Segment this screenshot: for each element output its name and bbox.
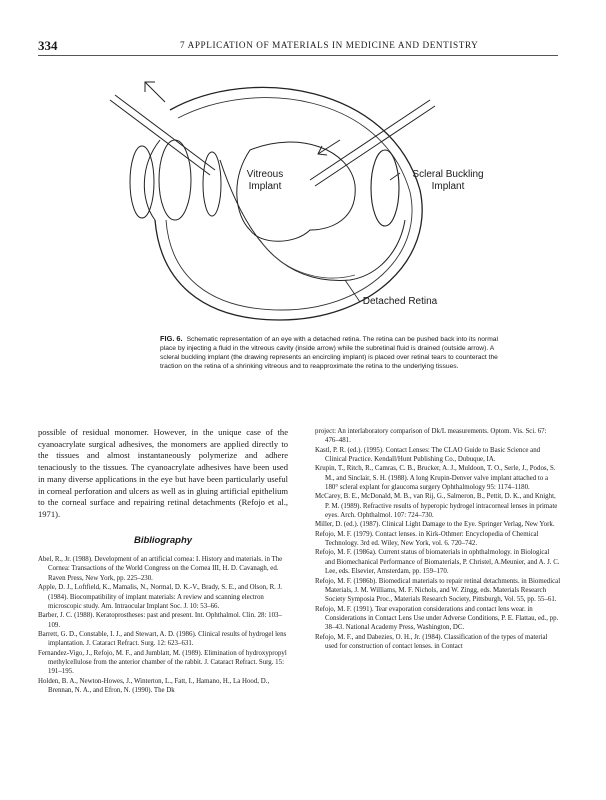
eye-diagram — [100, 70, 500, 330]
reference-item: Refojo, M. F. (1986a). Current status of biomaterials in ophthalmology. in Biological and Biomechanical Performance of Biomaterials, P. Christel, A.Meunier, and A. J. C. Lee, eds. Elsevier, Amsterdam, pp. 159–170. — [315, 549, 560, 576]
running-title: 7 APPLICATION OF MATERIALS IN MEDICINE AND DENTISTRY — [180, 40, 479, 50]
scleral-label-text: Scleral Buckling Implant — [412, 169, 484, 192]
lens — [159, 140, 191, 220]
reference-item: Refojo, M. F. (1986b). Biomedical materials to repair retinal detachments. in Biomedical Materials, J. M. Williams, M. F. Nichols, and W. Zingg, eds. Materials Research Society Symposia Proc., Materials Research Society, Pittsburgh, Vol. 55, pp. 55–61. — [315, 577, 561, 604]
sclera-inner-outline — [166, 98, 412, 310]
figure-caption — [160, 335, 510, 372]
scleral-label — [398, 169, 498, 193]
buckle-band-left — [203, 152, 221, 216]
reference-item: Barber, J. C. (1988). Keratoprostheses: past and present. Int. Ophthalmol. Clin. 28: 103–109. — [38, 612, 282, 629]
page-number: 334 — [38, 38, 58, 53]
header-rule — [38, 55, 558, 56]
cornea — [130, 146, 154, 218]
buckle-band-right — [371, 150, 399, 226]
vitreous-label-text: Vitreous Implant — [246, 169, 284, 192]
body-paragraph: possible of residual monomer. However, in the unique case of the cyanoacrylate surgical adhesives, the monomers are applied directly to the tissues and almost instantaneously polymerize and adhere tenaciously to the tissues. The cyanoacrylate adhesives have been used in many diverse applications in the eye but have been particularly useful in corneal perforation and ulcers as well as in gluing artificial epithelium to the corneal surface and repairing retinal detachments (Refojo et al., 1971). — [38, 427, 288, 519]
caption-label: FIG. 6. — [160, 334, 183, 343]
reference-item: Holden, B. A., Newton-Howes, J., Winterton, L., Fatt, I., Hamano, H., La Hood, D., Brennan, N. A., and Efron, N. (1990). The Dk — [38, 677, 270, 694]
retina-label — [345, 296, 455, 308]
right-column — [315, 427, 561, 651]
caption-text: Schematic representation of an eye with a detached retina. The retina can be pushed back into its normal place by injecting a fluid in the vitreous cavity (inside arrow) while the subretinal fluid is drained (outside arrow). A scleral buckling implant (the drawing represents an encircling implant) is placed over retinal tears to counteract the traction on the retina of a shrinking vitreous and to reapproximate the retina to the underlying tissues. — [160, 336, 498, 370]
reference-item: Abel, R., Jr. (1988). Development of an artificial cornea: I. History and materials. in The Cornea: Transactions of the World Congress on the Cornea III, H. D. Cavanagh, ed. Raven Press, New York, pp. 225–230. — [38, 556, 283, 582]
retina-label-text: Detached Retina — [362, 296, 438, 307]
sclera-outline — [155, 87, 422, 320]
page-header — [38, 38, 558, 54]
drain-needle-2 — [115, 95, 215, 170]
bibliography-title: Bibliography — [133, 534, 193, 546]
reference-item: Kastl, P. R. (ed.). (1995). Contact Lenses: The CLAO Guide to Basic Science and Clinical Practice. Kendall/Hunt Publishing Co., Dubuque, IA. — [315, 446, 541, 464]
reference-item: Refojo, M. F., and Dabezies, O. H., Jr. (1984). Classification of the types of material used for construction of contact lenses. in Contact — [315, 633, 548, 650]
reference-item: Krupin, T., Ritch, R., Camras, C. B., Brucker, A. J., Muldoon, T. O., Serle, J., Podos, S. M., and Sinclair, S. H. (1988). A long Krupin-Denver valve implant attached to a 180° scleral explant for glaucoma surgery Ophthalmology 95: 1174–1180. — [315, 465, 556, 492]
retina-fold — [260, 240, 355, 278]
reference-item: Refojo, M. F. (1991). Tear evaporation considerations and contact lens wear. in Considerations in Contact Lens Use under Adverse Conditions, P. E. Flattau, ed., pp. 38–43. National Academy Press, Washington, DC. — [315, 605, 559, 632]
vitreous-label — [220, 169, 310, 193]
reference-item: Refojo, M. F. (1979). Contact lenses. in Kirk-Othmer: Encyclopedia of Chemical Technology. 3rd ed. Wiley, New York, vol. 6. 720–742. — [315, 530, 539, 548]
reference-item: McCarey, B. E., McDonald, M. B., van Rij, G., Salmeron, B., Pettit, D. K., and Knight, P. M. (1989). Refractive results of hyperopic hydrogel intracorneal lenses in primate eyes. Arch. Ophthalmol. 107: 724–730. — [315, 493, 558, 520]
reference-item: Fernandez-Vigo, J., Refojo, M. F., and Jumblatt, M. (1989). Elimination of hydroxypropyl methylcellulose from the anterior chamber of the rabbit. J. Cataract Refract. Surg. 15: 191–195. — [38, 649, 287, 676]
left-column — [38, 427, 288, 695]
reference-item: project: An interlaboratory comparison of Dk/L measurements. Optom. Vis. Sci. 67: 476–481. — [315, 428, 547, 445]
reference-item: Apple, D. J., Loftfield, K., Mamalis, N., Normal, D. K.-V., Brady, S. E., and Olson, R. J. (1984). Biocompatibility of implant materials: A review and scanning electron microscopic study. Am. Intraocular Implant Soc. J. 10: 53–66. — [38, 584, 283, 610]
outside-arrow — [145, 82, 165, 102]
cornea-outline — [144, 140, 160, 220]
reference-item: Miller, D. (ed.). (1987). Clinical Light Damage to the Eye. Springer Verlag, New York. — [315, 521, 555, 529]
eye-figure — [100, 70, 500, 330]
reference-item: Barrett, G. D., Constable, I. J., and Stewart, A. D. (1986). Clinical results of hydrogel lens implantation. J. Cataract Refract. Surg. 12: 623–631. — [38, 630, 287, 648]
